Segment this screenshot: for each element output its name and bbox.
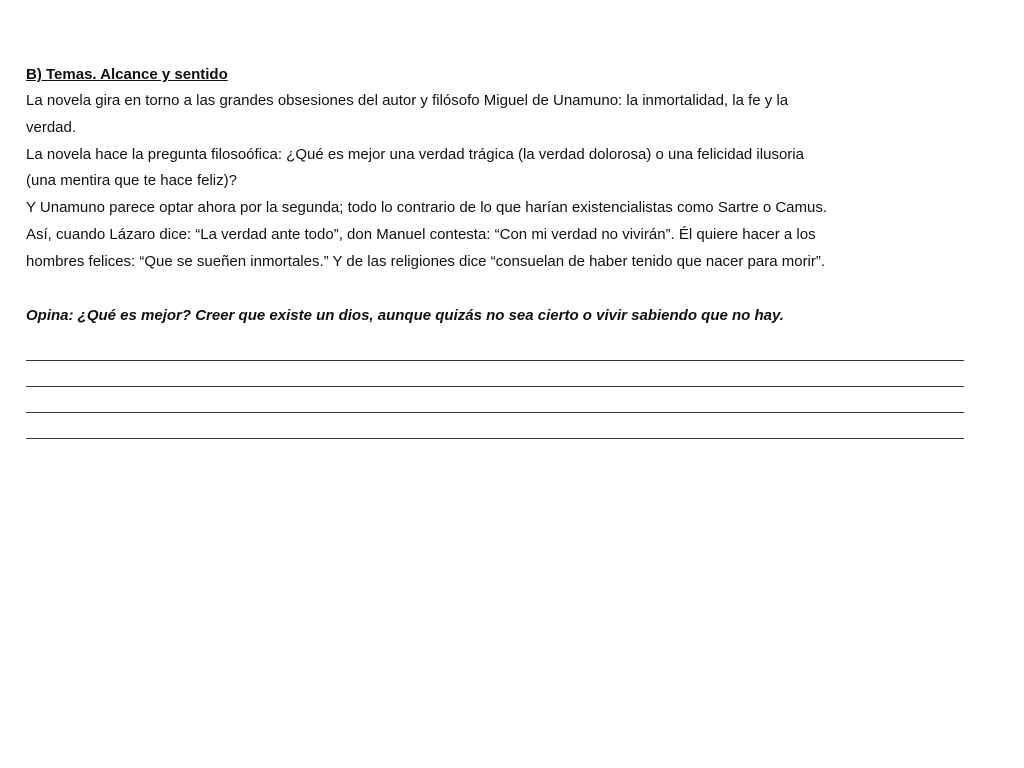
section-themes [26, 62, 986, 439]
paragraph-line: La novela hace la pregunta filosoófica: ¿Qué es mejor una verdad trágica (la verdad dolorosa) o una felicidad ilusoria [26, 145, 804, 163]
paragraph-line: Así, cuando Lázaro dice: “La verdad ante todo”, don Manuel contesta: “Con mi verdad no vivirán”. Él quiere hacer a los [26, 225, 816, 243]
paragraph-line: La novela gira en torno a las grandes obsesiones del autor y filósofo Miguel de Unamuno: la inmortalidad, la fe y la [26, 92, 789, 109]
opinion-question: Opina: ¿Qué es mejor? Creer que existe un dios, aunque quizás no sea cierto o vivir sabiendo que no hay. [26, 306, 784, 324]
answer-line[interactable] [26, 361, 964, 387]
answer-line[interactable] [26, 335, 964, 361]
answer-line[interactable] [26, 413, 964, 439]
blank-spacer [26, 276, 986, 303]
paragraph-line: (una mentira que te hace feliz)? [26, 172, 237, 190]
answer-area[interactable] [26, 335, 986, 439]
section-heading: B) Temas. Alcance y sentido [26, 66, 228, 83]
answer-line[interactable] [26, 387, 964, 413]
paragraph-line: hombres felices: “Que se sueñen inmortales.” Y de las religiones dice “consuelan de haber tenido que nacer para morir”. [26, 252, 826, 270]
paragraph-line: verdad. [26, 118, 77, 136]
paragraph-line: Y Unamuno parece optar ahora por la segunda; todo lo contrario de lo que harían existencialistas como Sartre o Camus. [26, 199, 828, 217]
